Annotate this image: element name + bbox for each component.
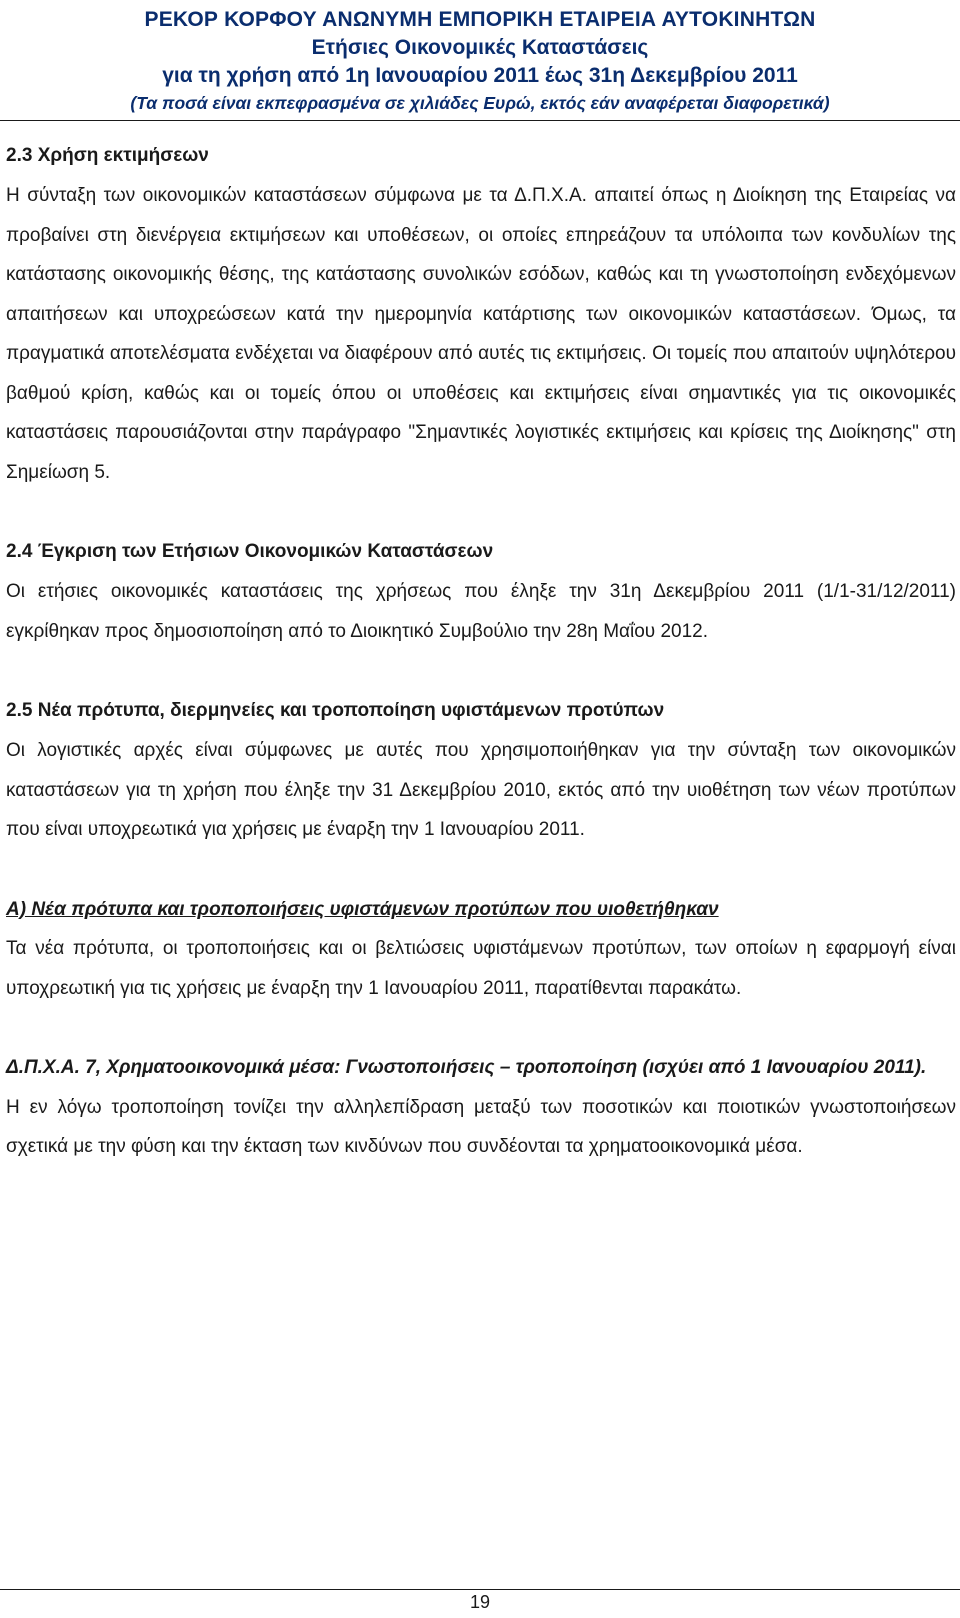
page-header — [0, 6, 960, 116]
report-period: για τη χρήση από 1η Ιανουαρίου 2011 έως 31η Δεκεμβρίου 2011 — [162, 64, 798, 87]
ifrs7-body: Η εν λόγω τροποποίηση τονίζει την αλληλεπίδραση μεταξύ των ποσοτικών και ποιοτικών γνωστοποιήσεων σχετικά με την φύση και την έκταση των κινδύνων που συνδέονται τα χρηματοοικονομικά μέσα. — [6, 1096, 956, 1157]
header-divider — [0, 120, 960, 121]
subsection-a-body: Τα νέα πρότυπα, οι τροποποιήσεις και οι βελτιώσεις υφιστάμενων προτύπων, των οποίων η εφαρμογή είναι υποχρεωτική για τις χρήσεις με έναρξη την 1 Ιανουαρίου 2011, παρατίθενται παρακάτω. — [6, 938, 956, 999]
report-title: Ετήσιες Οικονομικές Καταστάσεις — [311, 36, 649, 59]
ifrs7-title: Δ.Π.Χ.Α. 7, Χρηματοοικονομικά μέσα: Γνωστοποιήσεις – τροποποίηση (ισχύει από 1 Ιανουαρίου 2011). — [6, 1057, 927, 1078]
section-2-4-title: 2.4 Έγκριση των Ετήσιων Οικονομικών Καταστάσεων — [6, 541, 494, 562]
currency-note: (Τα ποσά είναι εκπεφρασμένα σε χιλιάδες Ευρώ, εκτός εάν αναφέρεται διαφορετικά) — [130, 93, 830, 113]
page-number: 19 — [469, 1592, 491, 1612]
subsection-a-title: Α) Νέα πρότυπα και τροποποιήσεις υφιστάμενων προτύπων που υιοθετήθηκαν — [6, 898, 719, 920]
section-2-4-body: Οι ετήσιες οικονομικές καταστάσεις της χρήσεως που έληξε την 31η Δεκεμβρίου 2011 (1/1-31/12/2011) εγκρίθηκαν προς δημοσιοποίηση από το Διοικητικό Συμβούλιο την 28η Μαΐου 2012. — [6, 581, 956, 642]
company-name: ΡΕΚΟΡ ΚΟΡΦΟΥ ΑΝΩΝΥΜΗ ΕΜΠΟΡΙΚΗ ΕΤΑΙΡΕΙΑ ΑΥΤΟΚΙΝΗΤΩΝ — [144, 8, 816, 31]
section-2-5-title: 2.5 Νέα πρότυπα, διερμηνείες και τροποποίηση υφιστάμενων προτύπων — [6, 700, 665, 721]
section-2-3-title: 2.3 Χρήση εκτιμήσεων — [6, 145, 209, 166]
section-2-5-body: Οι λογιστικές αρχές είναι σύμφωνες με αυτές που χρησιμοποιήθηκαν για την σύνταξη των οικονομικών καταστάσεων για τη χρήση που έληξε την 31 Δεκεμβρίου 2010, εκτός από την υιοθέτηση των νέων προτύπων που είναι υποχρεωτικά για χρήσεις με έναρξη την 1 Ιανουαρίου 2011. — [6, 740, 956, 840]
document-body — [6, 136, 956, 1167]
section-2-3-body: Η σύνταξη των οικονομικών καταστάσεων σύμφωνα με τα Δ.Π.Χ.Α. απαιτεί όπως η Διοίκηση της Εταιρείας να προβαίνει στη διενέργεια εκτιμήσεων και υποθέσεων, οι οποίες επηρεάζουν τα υπόλοιπα των κονδυλίων της κατάστασης οικονομικής θέσης, της κατάστασης συνολικών εσόδων, καθώς και τη γνωστοποίηση ενδεχόμενων απαιτήσεων και υποχρεώσεων κατά την ημερομηνία κατάρτισης των οικονομικών καταστάσεων. Όμως, τα πραγματικά αποτελέσματα ενδέχεται να διαφέρουν από αυτές τις εκτιμήσεις. Οι τομείς που απαιτούν υψηλότερου βαθμού κρίση, καθώς και οι τομείς όπου οι υποθέσεις και εκτιμήσεις είναι σημαντικές για τις οικονομικές καταστάσεις παρουσιάζονται στην παράγραφο "Σημαντικές λογιστικές εκτιμήσεις και κρίσεις της Διοίκησης" στη Σημείωση 5. — [6, 185, 956, 483]
footer-divider — [0, 1589, 960, 1590]
